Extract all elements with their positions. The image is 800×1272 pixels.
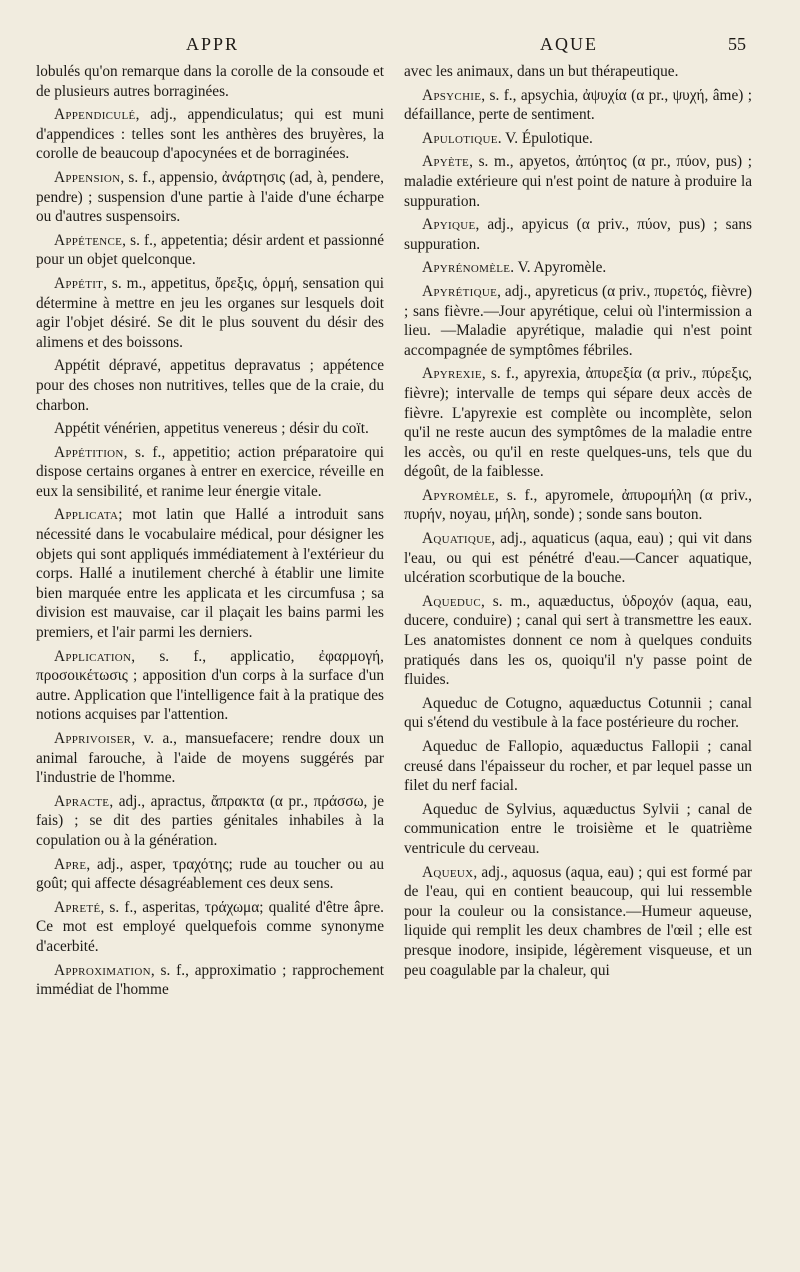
dictionary-entry [404, 364, 752, 482]
entry-text: , adj., aquaticus (aqua, eau) ; qui vit dans l'eau, ou qui est pénétré d'eau.—Cancer aquatique, ulcération scorbutique de la bouche. [404, 530, 752, 587]
entry-headword: Apulotique [422, 129, 498, 147]
entry-text: , s. f., applicatio, ἐφαρμογή, προσοικέτωσις ; apposition d'un corps à la surface d'un autre. Application que l'intelligence fait à la pratique des notions acquises par l'attention. [36, 647, 384, 724]
entry-headword: Apyrexie [422, 365, 482, 383]
dictionary-entry [404, 486, 752, 525]
dictionary-entry [404, 694, 752, 733]
entry-headword: Aqueux [422, 863, 474, 881]
entry-text: , s. f., asperitas, τράχωμα; qualité d'être âpre. Ce mot est employé quelquefois comme synonyme d'acerbité. [36, 898, 384, 955]
entry-headword: Aqueduc [422, 592, 481, 610]
dictionary-entry [36, 792, 384, 851]
entry-headword: Apracte [54, 792, 110, 810]
entry-text: , s. f., appensio, ἀνάρτησις (ad, à, pendere, pendre) ; suspension d'une partie à l'aide d'une écharpe ou d'autres suspensoirs. [36, 168, 384, 226]
dictionary-entry [404, 529, 752, 588]
entry-text: Appétit vénérien, appetitus venereus ; désir du coït. [54, 420, 369, 438]
entry-headword: Appension [54, 168, 121, 186]
dictionary-entry [404, 592, 752, 690]
dictionary-entry [36, 729, 384, 788]
entry-text: , adj., asper, τραχότης; rude au toucher ou au goût; qui affecte désagréablement ces deux sens. [36, 855, 384, 893]
entry-headword: Appétition [54, 443, 124, 461]
dictionary-entry [404, 62, 752, 82]
entry-headword: Appétence [54, 231, 123, 249]
entry-text: Aqueduc de Cotugno, aquæductus Cotunnii ; canal qui s'étend du vestibule à la face postérieure du rocher. [404, 694, 752, 732]
entry-text: , v. a., mansuefacere; rendre doux un animal farouche, à l'aide de moyens suggérés par l'industrie de l'homme. [36, 730, 384, 787]
dictionary-entry [404, 152, 752, 211]
dictionary-entry [36, 647, 384, 725]
entry-text: , s. f., apsychia, ἀψυχία (α pr., ψυχή, âme) ; défaillance, perte de sentiment. [404, 86, 752, 124]
entry-text: , adj., apractus, ἄπρακτα (α pr., πράσσω, je fais) ; se dit des parties génitales inhabiles à la copulation ou à la génération. [36, 792, 384, 849]
entry-headword: Appendiculé [54, 106, 136, 124]
entry-headword: Apreté [54, 898, 101, 916]
dictionary-entry [36, 62, 384, 101]
dictionary-entry [36, 855, 384, 894]
dictionary-entry [404, 282, 752, 360]
page-number: 55 [728, 34, 746, 54]
dictionary-entry [36, 274, 384, 352]
entry-headword: Aquatique [422, 530, 492, 548]
entry-text: , s. m., aquæductus, ὑδροχόν (aqua, eau, ducere, conduire) ; canal qui sert à transmettre les eaux. Les anatomistes donnent ce nom à quelques conduits pratiqués dans les os, quoiqu'il n'y passe point de fluides. [404, 592, 752, 689]
entry-headword: Application [54, 647, 132, 665]
entry-headword: Apyrétique [422, 282, 498, 300]
entry-text: lobulés qu'on remarque dans la corolle de la consoude et de plusieurs autres borraginées. [36, 63, 384, 100]
entry-text: , s. f., appetentia; désir ardent et passionné pour un objet quelconque. [36, 231, 384, 269]
entry-headword: Applicata [54, 506, 119, 524]
entry-headword: Apyète [422, 153, 470, 171]
dictionary-entry [36, 961, 384, 1000]
entry-text: , s. m., apyetos, ἀπύητος (α pr., πύον, pus) ; maladie extérieure qui n'est point de nature à produire la suppuration. [404, 153, 752, 210]
entry-headword: Apprivoiser [54, 730, 132, 747]
entry-text: avec les animaux, dans un but thérapeutique. [404, 63, 679, 80]
dictionary-entry [404, 86, 752, 125]
entry-headword: Apsychie [422, 86, 482, 104]
dictionary-entry [36, 231, 384, 270]
dictionary-entry [36, 105, 384, 164]
entry-headword: Approximation [54, 961, 151, 979]
running-head [0, 34, 800, 58]
dictionary-entry [404, 129, 752, 149]
entry-text: ; mot latin que Hallé a introduit sans nécessité dans le vocabulaire médical, pour désigner les objets qui sont appliqués immédiatement à l'extérieur du corps. Hallé a inutilement cherché à établir une limite bien marquée entre les applicata et les circumfusa ; sa division est mauvaise, car il plaçait les bains parmi les premiers, et l'air parmi les derniers. [36, 506, 384, 642]
entry-headword: Apre [54, 855, 87, 873]
entry-text: Aqueduc de Fallopio, aquæductus Fallopii ; canal creusé dans l'épaisseur du rocher, et par lequel passe un filet du nerf facial. [404, 738, 752, 795]
dictionary-entry [36, 505, 384, 642]
entry-text: , s. f., apyromele, ἀπυρομήλη (α priv., πυρήν, noyau, μήλη, sonde) ; sonde sans bouton. [404, 486, 752, 524]
entry-text: . V. Épulotique. [497, 129, 593, 147]
entry-headword: Apyrénomèle [422, 259, 511, 277]
entry-text: , s. f., apyrexia, ἀπυρεξία (α priv., πύρεξις, fièvre); intervalle de temps qui sépare deux accès de fièvre. L'apyrexie est complète ou incomplète, selon qu'il ne reste aucun des symptômes de la maladie entre les accès, ou qu'il en reste quelques-uns, tels que du dégoût, de la faiblesse. [404, 365, 752, 481]
dictionary-entry [404, 800, 752, 859]
dictionary-entry [36, 443, 384, 502]
entry-text: , adj., apyicus (α priv., πύον, pus) ; sans suppuration. [404, 216, 752, 253]
entry-text: Aqueduc de Sylvius, aquæductus Sylvii ; canal de communication entre le troisième et le quatrième ventricule du cerveau. [404, 800, 752, 857]
entry-text: . V. Apyromèle. [510, 259, 607, 277]
entry-text: , adj., appendiculatus; qui est muni d'appendices : telles sont les anthères des bruyères, la corolle de beaucoup d'apocynées et de borraginées. [36, 106, 384, 163]
entry-text: , s. f., approximatio ; rapprochement immédiat de l'homme [36, 961, 384, 999]
entry-headword: Apyromèle [422, 486, 496, 504]
entry-headword: Apyique [422, 216, 476, 234]
entry-text: , adj., aquosus (aqua, eau) ; qui est formé par de l'eau, qui en contient beaucoup, qui lui ressemble pour la couleur ou la consistance.—Humeur aqueuse, liquide qui remplit les deux chambres de l'œil ; elle est presque inodore, insipide, légèrement visqueuse, et un peu coagulable par la chaleur, qui [404, 863, 752, 979]
entry-text: , s. f., appetitio; action préparatoire qui dispose certains organes à entrer en exercice, réveille en eux la sensibilité, et ranime leur énergie vitale. [36, 443, 384, 500]
left-column [36, 62, 384, 1004]
dictionary-entry [404, 215, 752, 254]
entry-text: Appétit dépravé, appetitus depravatus ; appétence pour des choses non nutritives, telles que de la craie, du charbon. [36, 357, 384, 414]
entry-headword: Appétit [54, 274, 104, 292]
running-head-left: APPR [186, 34, 240, 54]
dictionary-entry [36, 356, 384, 415]
dictionary-entry [404, 737, 752, 796]
dictionary-entry [404, 258, 752, 278]
entry-text: , adj., apyreticus (α priv., πυρετός, fièvre) ; sans fièvre.—Jour apyrétique, celui où l'intermission a lieu. —Maladie apyrétique, maladie qui n'est point accompagnée de symptômes fébriles. [404, 282, 752, 359]
dictionary-entry [36, 168, 384, 227]
entry-text: , s. m., appetitus, ὄρεξις, ὁρμή, sensation qui détermine à mettre en jeu les organes sur lesquels doit agir l'objet désiré. Se dit le plus souvent du désir des alimens et des boissons. [36, 274, 384, 351]
running-head-center: AQUE [540, 34, 598, 54]
dictionary-entry [36, 419, 384, 439]
right-column [404, 62, 752, 984]
dictionary-entry [36, 898, 384, 957]
dictionary-entry [404, 863, 752, 981]
